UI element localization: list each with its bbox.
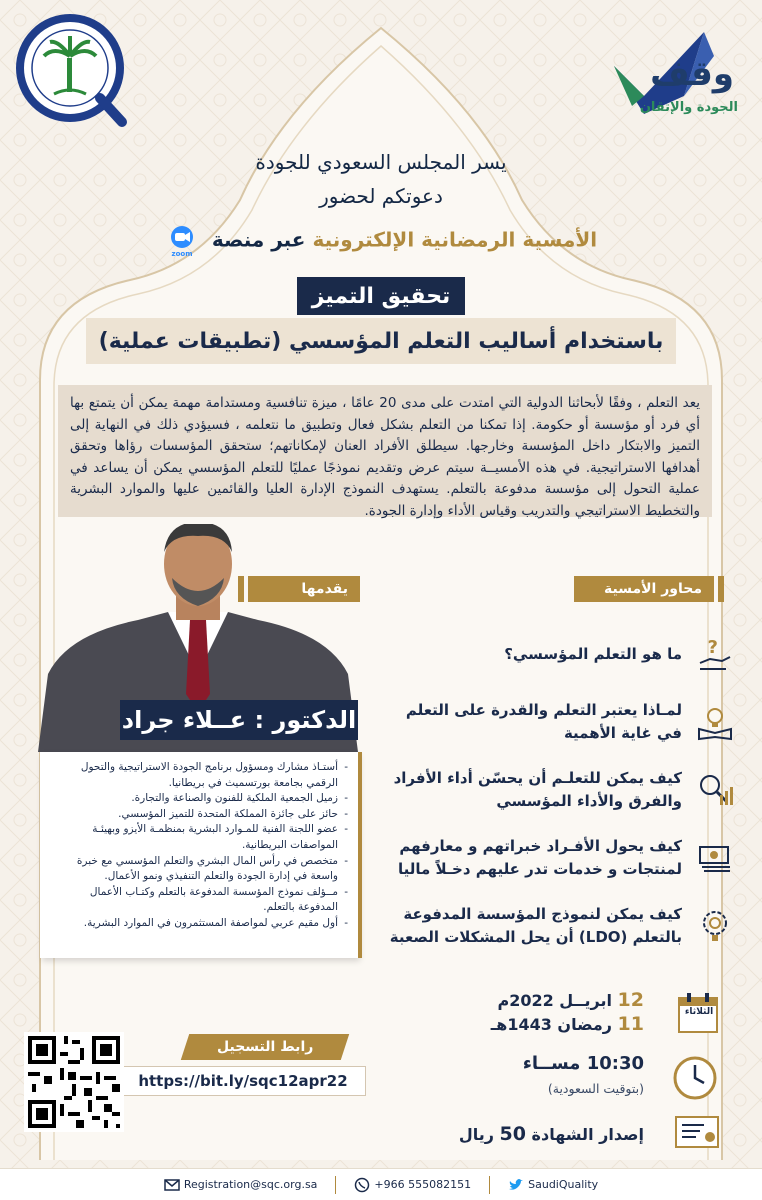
gregorian-date [497,989,644,1011]
cert-currency: ريال [458,1125,494,1144]
money-icon [696,839,734,877]
phone-text: +966 555082151 [374,1178,472,1191]
bio-item: - مــؤلف نموذج المؤسسة المدفوعة بالتعلم وكتـاب الأعمال المدفوعة بالتعلم. [50,885,348,916]
presenter-bio [40,752,358,958]
waqf-subtitle: الجودة والإتقان [639,100,738,115]
footer-phone[interactable] [354,1177,471,1193]
gregorian-month-year: ابريــل 2022م [497,991,612,1010]
registration-link[interactable]: https://bit.ly/sqc12apr22 [120,1066,366,1096]
bio-item: - أول مقيم عربي لمواصفة المستثمرون في الموارد البشرية. [50,916,348,932]
whatsapp-icon [354,1177,370,1193]
footer-divider [335,1176,336,1194]
lightbulb-book-icon [696,703,734,741]
question-hand-icon [696,635,734,673]
bio-item: - عضو اللجنة الفنية للمـوارد البشرية بمنظمـة الأيزو وبهيئـة المواصفات البريطانية. [50,822,348,853]
cert-price: 50 [499,1123,526,1145]
axis-text: كيف يمكن للتعلـم أن يحسّن أداء الأفراد والفرق والأداء المؤسسي [393,769,682,810]
presenter-section-label: يقدمها [248,576,360,602]
hijri-day-number: 11 [617,1013,644,1035]
axis-text: كيف يحول الأفـراد خبراتهم و معارفهم لمنتجات و خدمات تدر عليهم دخـلاً ماليا [398,837,682,878]
axis-item [384,756,734,824]
bio-item: - أستـاذ مشارك ومسؤول برنامج الجودة الاستراتيجية والتحول الرقمي بجامعة بورتسميث في بريطانيا. [50,760,348,791]
axis-text: ما هو التعلم المؤسسي؟ [504,644,682,663]
registration-label-text: رابط التسجيل [216,1039,314,1055]
twitter-icon [508,1177,524,1193]
event-details [402,985,732,1150]
axis-text: لمـاذا يعتبر التعلم والقدرة على التعلم في غاية الأهمية [405,701,682,742]
intro-line-2: دعوتكم لحضور [319,184,443,208]
hijri-month-year: رمضان 1443هـ [490,1015,612,1034]
main-title: تحقيق التميز [297,277,465,315]
axis-item [384,892,734,960]
day-name: الثلاثاء [684,1007,714,1017]
gregorian-day-number: 12 [617,989,644,1011]
axis-item [384,688,734,756]
svg-text:?: ? [707,637,718,658]
bio-item: - زميل الجمعية الملكية للفنون والصناعة والتجارة. [50,791,348,807]
bio-item: - متخصص في رأس المال البشري والتعلم المؤسسي مع خبرة واسعة في إدارة الجودة والتعلم التنفيذي ونمو الأعمال. [50,854,348,885]
zoom-icon [165,224,199,258]
email-icon [164,1177,180,1193]
twitter-text: SaudiQuality [528,1178,599,1191]
axis-text: كيف يمكن لنموذج المؤسسة المدفوعة بالتعلم (LDO) أن يحل المشكلات الصعبة [389,905,682,946]
axis-item [384,620,734,688]
gear-bulb-icon [696,907,734,945]
footer-twitter[interactable] [508,1177,598,1193]
magnifier-chart-icon [696,771,734,809]
bio-item: - حائز على جائزة المملكة المتحدة للتميز المؤسسي. [50,807,348,823]
waqf-brand-text: وقف [650,54,734,94]
hijri-date [491,1013,644,1035]
axis-item [384,824,734,892]
intro-line-3 [0,224,762,258]
qr-code[interactable] [24,1032,124,1132]
event-time: 10:30 مســاء [522,1053,644,1074]
saudi-quality-council-logo [14,12,132,130]
clock-icon [672,1055,718,1101]
sub-title: باستخدام أساليب التعلم المؤسسي (تطبيقات عملية) [86,318,676,364]
contact-footer [0,1168,762,1200]
platform-text: عبر منصة [211,227,306,252]
certificate-fee [459,1123,644,1145]
axes-section-label: محاور الأمسية [574,576,714,602]
cert-label: إصدار الشهادة [531,1125,644,1144]
email-text: Registration@sqc.org.sa [183,1178,318,1191]
presenter-name: الدكتور : عــلاء جراد [120,700,358,740]
footer-email[interactable] [164,1177,318,1193]
zoom-label: zoom [171,250,193,258]
certificate-icon [674,1115,720,1149]
registration-label [181,1034,349,1060]
intro-line-1: يسر المجلس السعودي للجودة [255,150,507,174]
event-description: يعد التعلم ، وفقًا لأبحاثنا الدولية التي امتدت على مدى 20 عامًا ، ميزة تنافسية ومستدامة مهمة يمكن أن يتمتع بها أي فرد أو مؤسسة أو حكومة. إذا تمكنا من التعلم بشكل فعال وتطبيق ما نتعلمه ، فسيؤدي ذلك في النهاية إلى التميز والابتكار داخل المؤسسة وخارجها. سيطلق الأفراد العنان لإمكاناتهم؛ ستحقق المؤسسات رؤاها وتحقق أهدافها الاستراتيجية. في هذه الأمسيــة سيتم عرض وتقديم نموذجًا عمليًا للتعلم المؤسسي يمكن أن يساعد في عملية التحول إلى مؤسسة مدفوعة بالتعلم. يستهدف النموذج الإدارة العليا والقائمين عليها والموارد البشرية والتخطيط الاستراتيجي والتدريب وقياس الأداء وإدارة الجودة. [58,385,712,517]
event-type-text: الأمسية الرمضانية الإلكترونية [312,227,598,252]
footer-divider [489,1176,490,1194]
axes-list [384,620,734,960]
timezone-note: (بتوقيت السعودية) [547,1081,644,1096]
